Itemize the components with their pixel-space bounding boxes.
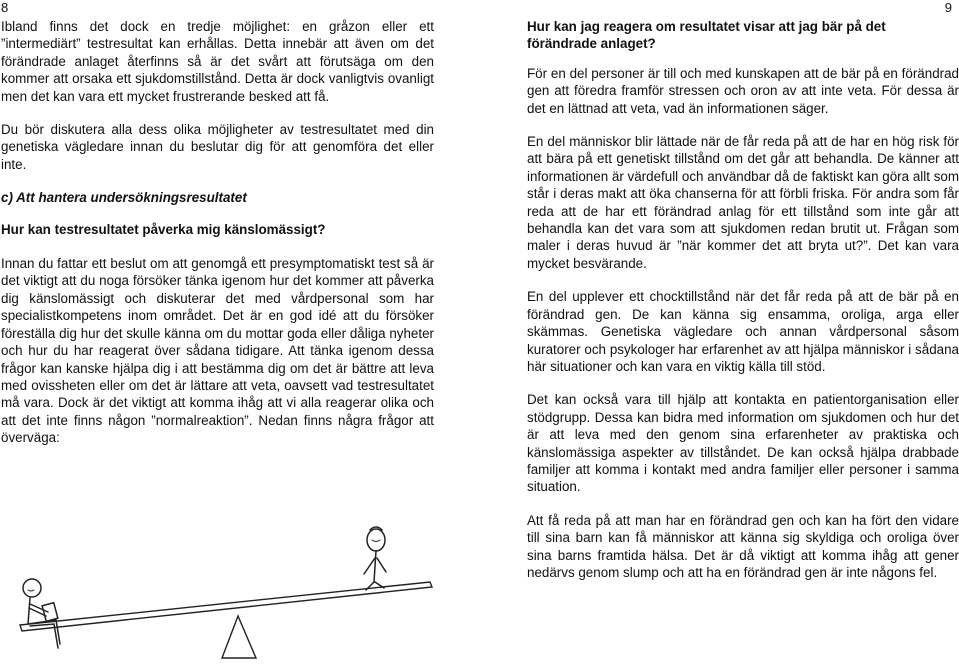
section-subheading: c) Att hantera undersökningsresultatet bbox=[1, 190, 247, 206]
page-number-right: 9 bbox=[944, 0, 952, 15]
left-column bbox=[1, 18, 434, 463]
page-number-left: 8 bbox=[1, 0, 9, 15]
question-heading: Hur kan testresultatet påverka mig känslomässigt? bbox=[1, 221, 326, 237]
question-heading: Hur kan jag reagera om resultatet visar att jag bär på det förändrade anlaget? bbox=[527, 19, 886, 52]
right-column bbox=[527, 18, 959, 597]
paragraph: Att få reda på att man har en förändrad gen och kan ha fört den vidare till sina barn kan få människor att känna sig skyldiga och oroliga över sina barns framtida hälsa. Det är då viktigt att komma ihåg att gener nedärvs genom slump och att ha en förändrad gen är inte någons fel. bbox=[527, 512, 959, 580]
seesaw-figures-illustration bbox=[0, 520, 440, 666]
paragraph: Du bör diskutera alla dess olika möjligheter av testresultatet med din genetiska vägledare innan du beslutar dig för att genomföra det eller inte. bbox=[1, 122, 434, 172]
paragraph: En del människor blir lättade när de får reda på att de har en hög risk för att bära på ett genetiskt tillstånd om det går att behandla. De känner att informationen är värdefull och användbar då de faktiskt kan göra allt som står i deras makt att öka chanserna för att förbli friska. För andra som får reda att de har ett förändrad anlag för ett tillstånd som inte går att behandla kan det vara som att sjukdomen redan brutit ut. Frågan som maler i deras huvud är ”när kommer det att bryta ut?”. Det kan vara mycket besvärande. bbox=[527, 134, 959, 271]
paragraph: Innan du fattar ett beslut om att genomgå ett presymptomatiskt test så är det viktigt att du noga försöker tänka igenom hur det kommer att påverka dig känslomässigt och diskuterar det med vårdpersonal som har specialistkompetens inom området. Det är en god idé att du försöker föreställa dig hur det skulle känna om du mottar goda eller dåliga nyheter och hur du har reagerat över sådana tidigare. Att tänka igenom dessa frågor kan kanske hjälpa dig i att bestämma dig om det är bättre att leva med ovissheten eller om det är lättare att veta, oavsett vad testresultatet må vara. Dock är det viktigt att komma ihåg att vi alla reagerar olika och att det inte finns någon ”normalreaktion”. Nedan finns några frågor att överväga: bbox=[1, 256, 434, 446]
paragraph: Det kan också vara till hjälp att kontakta en patientorganisation eller stödgrupp. Dessa kan bidra med information om sjukdomen och hur det är att leva med den genom sina erfarenheter av praktiska och känslomässiga aspekter av tillståndet. De kan också hjälpa drabbade familjer att komma i kontakt med andra familjer eller personer i samma situation. bbox=[527, 392, 959, 495]
paragraph: En del upplever ett chocktillstånd när det får reda på att de bär på en förändrad gen. De kan känna sig ensamma, oroliga, arga eller skämmas. Genetiska vägledare och annan vårdpersonal såsom kuratorer och psykologer har erfarenhet av att hjälpa människor i sådana här situationer och kan vara en viktig källa till stöd. bbox=[527, 289, 959, 374]
paragraph: För en del personer är till och med kunskapen att de bär på en förändrad gen att föredra framför stressen och oron av att inte veta. För dessa är det en lättnad att veta, vad än informationen säger. bbox=[527, 65, 959, 116]
paragraph: Ibland finns det dock en tredje möjlighet: en gråzon eller ett ”intermediärt” testresultat kan erhållas. Detta innebär att även om det förändrade anlaget återfinns så är det svårt att förutsäga om den kommer att orsaka ett sjukdomstillstånd. Detta är dock vanligtvis ovanligt men det kan vara ett mycket frustrerande besked att få. bbox=[1, 19, 434, 104]
